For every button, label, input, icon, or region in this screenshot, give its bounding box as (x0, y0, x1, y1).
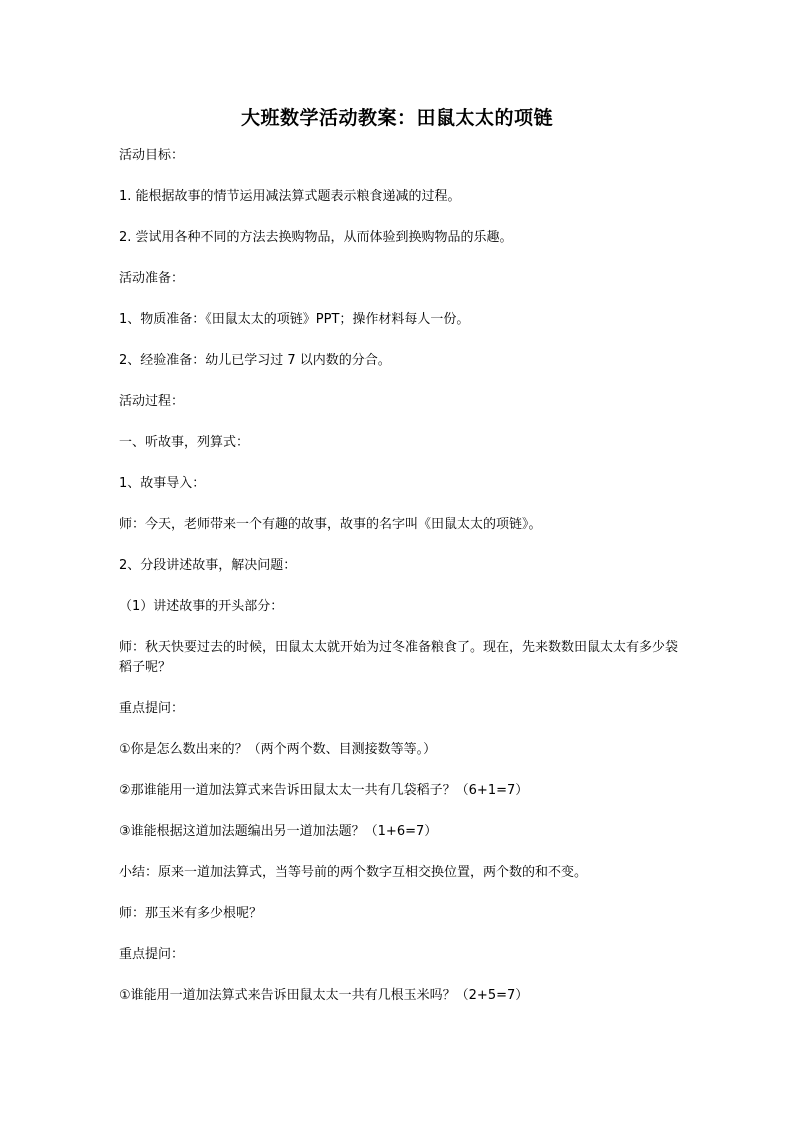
paragraph: ②那谁能用一道加法算式来告诉田鼠太太一共有几袋稻子？（6+1=7） (119, 783, 529, 798)
paragraph: 重点提问： (119, 947, 185, 962)
paragraph: ①谁能用一道加法算式来告诉田鼠太太一共有几根玉米吗？（2+5=7） (119, 988, 529, 1003)
paragraph: 2. 尝试用各种不同的方法去换购物品，从而体验到换购物品的乐趣。 (119, 230, 513, 245)
paragraph: 2、分段讲述故事，解决问题： (119, 558, 297, 573)
paragraph: 师：今天，老师带来一个有趣的故事，故事的名字叫《田鼠太太的项链》。 (119, 517, 542, 532)
paragraph: 1、物质准备：《田鼠太太的项链》PPT；操作材料每人一份。 (119, 312, 470, 327)
paragraph: 活动目标： (119, 148, 185, 163)
paragraph: 小结：原来一道加法算式，当等号前的两个数字互相交换位置，两个数的和不变。 (119, 865, 588, 880)
paragraph: 1. 能根据故事的情节运用减法算式题表示粮食递减的过程。 (119, 189, 461, 204)
paragraph: 重点提问： (119, 701, 185, 716)
paragraph: ①你是怎么数出来的？（两个两个数、目测接数等等。） (119, 742, 437, 757)
document-title: 大班数学活动教案：田鼠太太的项链 (240, 107, 553, 129)
document-body (119, 146, 679, 1027)
paragraph: 2、经验准备：幼儿已学习过 7 以内数的分合。 (119, 353, 391, 368)
paragraph: 师：秋天快要过去的时候，田鼠太太就开始为过冬准备粮食了。现在，先来数数田鼠太太有多少袋稻子呢？ (119, 640, 679, 675)
paragraph: ③谁能根据这道加法题编出另一道加法题？（1+6=7） (119, 824, 438, 839)
paragraph: 活动准备： (119, 271, 185, 286)
paragraph: 1、故事导入： (119, 476, 206, 491)
paragraph: （1）讲述故事的开头部分： (119, 599, 284, 614)
paragraph: 活动过程： (119, 394, 185, 409)
paragraph: 一、听故事，列算式： (119, 435, 250, 450)
paragraph: 师：那玉米有多少根呢？ (119, 906, 263, 921)
